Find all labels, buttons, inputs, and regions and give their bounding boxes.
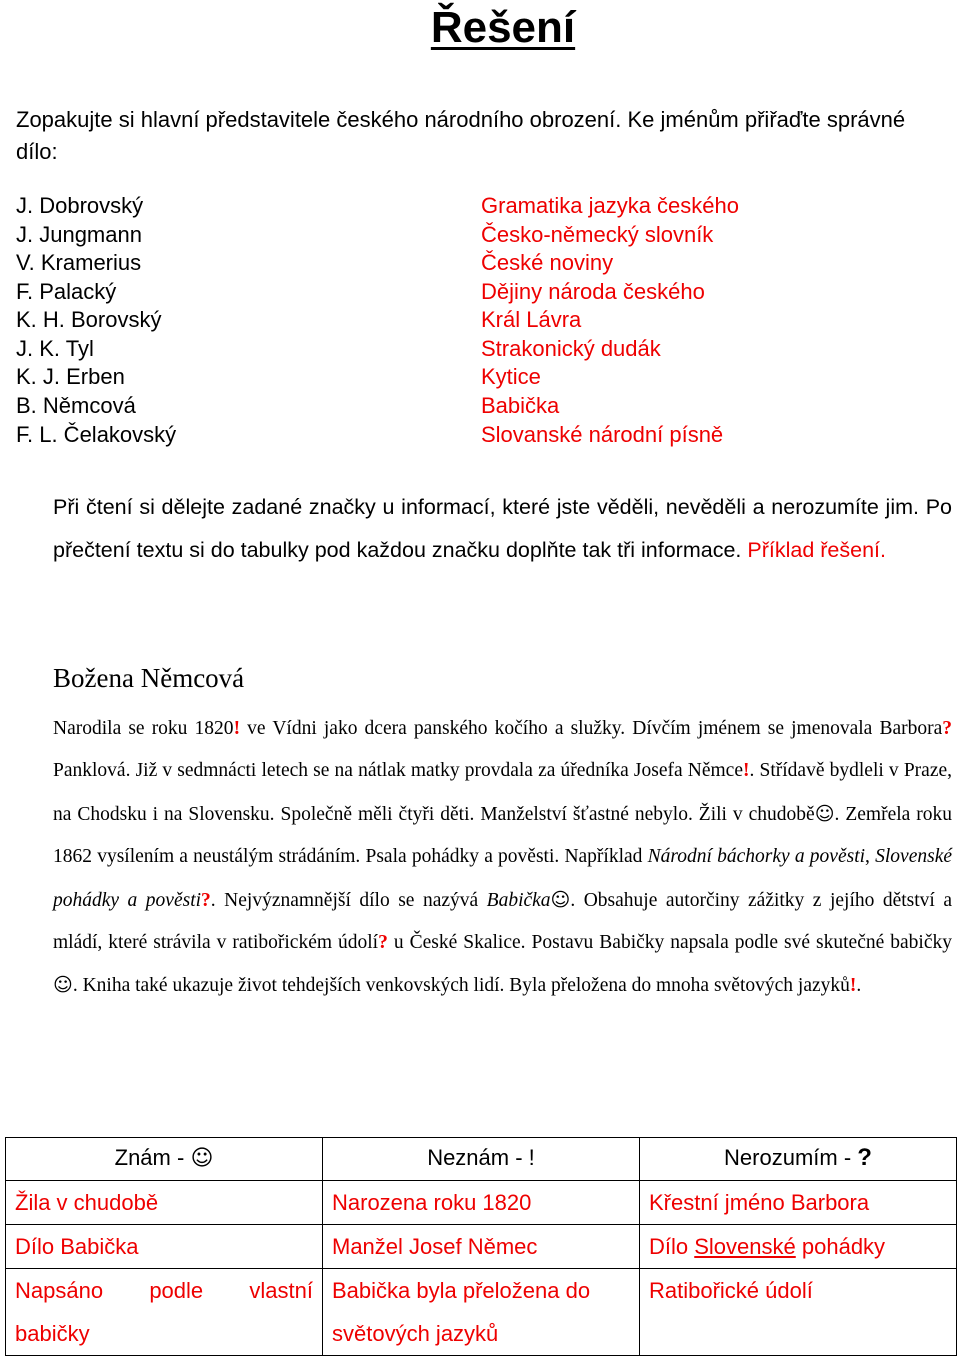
mark-not-understood: ?: [942, 718, 953, 739]
header-know: [6, 1138, 323, 1181]
underlined-word: Slovenské: [694, 1234, 796, 1259]
author-name: F. L. Čelakovský: [16, 422, 177, 447]
work-title: Strakonický dudák: [481, 336, 661, 361]
bio-segment: u České Skalice. Postavu Babičky napsala podle své skutečné babičky: [387, 932, 953, 954]
bio-segment: ve Vídni jako dcera panského kočího a služky. Dívčím jménem se jmenovala Barbora: [240, 718, 943, 739]
mark-not-understood: ?: [378, 932, 388, 954]
table-cell: [323, 1269, 640, 1356]
author-name: J. K. Tyl: [16, 336, 94, 361]
bio-segment: Panklová. Již v sedmnácti letech se na nátlak matky provdala za úředníka Josefa Němce: [53, 760, 743, 782]
reading-instructions-text: Při čtení si dělejte zadané značky u informací, které jste věděli, nevěděli a nerozumíte jim. Po přečtení textu si do tabulky pod každou značku doplňte tak tři informace.: [53, 495, 952, 562]
header-label: Neznám -: [427, 1145, 523, 1170]
cell-line: Babička byla přeložena do: [332, 1278, 591, 1303]
example-label: Příklad řešení.: [747, 538, 886, 562]
header-dont-understand: [640, 1138, 957, 1181]
header-dont-know: [323, 1138, 640, 1181]
mark-unknown: !: [849, 975, 857, 997]
work-title: České noviny: [481, 250, 614, 275]
header-label: Znám -: [114, 1145, 185, 1170]
table-cell: Křestní jméno Barbora: [640, 1181, 957, 1225]
table-cell: Manžel Josef Němec: [323, 1225, 640, 1269]
author-name: J. Jungmann: [16, 222, 142, 247]
cell-line: babičky: [15, 1321, 90, 1346]
work-title: Kytice: [481, 364, 541, 389]
smiley-icon: ☺: [190, 1146, 214, 1171]
header-label: Nerozumím -: [724, 1145, 852, 1170]
bio-segment: . Obsahuje autorčiny zážitky z jejího dětství a mládí, které strávila v ratibořickém údolí: [53, 889, 952, 954]
reading-instructions: [53, 486, 952, 572]
table-row: [6, 1181, 957, 1225]
author-name: K. H. Borovský: [16, 307, 162, 332]
work-title: Král Lávra: [481, 307, 582, 332]
author-name: B. Němcová: [16, 393, 136, 418]
biography-heading: Božena Němcová: [53, 663, 245, 693]
work-title: Slovanské národní písně: [481, 422, 724, 447]
page-title: Řešení: [430, 3, 576, 52]
bio-segment: . Nejvýznamnější dílo se nazývá: [210, 889, 487, 911]
smiley-icon: ☺: [814, 802, 835, 825]
bio-segment: . Střídavě bydleli v Praze, na Chodsku i na Slovensku. Společně měli čtyři děti. Manželství šťastné nebylo. Žili v chudobě: [53, 760, 952, 825]
author-name: V. Kramerius: [16, 250, 142, 275]
work-title: Gramatika jazyka českého: [481, 193, 739, 218]
table-cell: [640, 1225, 957, 1269]
table-header-row: [6, 1138, 957, 1181]
bio-segment: .: [856, 975, 862, 997]
author-name: F. Palacký: [16, 279, 117, 304]
table-cell: Dílo Babička: [6, 1225, 323, 1269]
table-row: [6, 1269, 957, 1356]
task-instruction: Zopakujte si hlavní představitele českého národního obrození. Ke jménům přiřaďte správné dílo:: [16, 107, 906, 164]
cell-line: Napsáno podle vlastní: [15, 1278, 313, 1303]
work-title-italic: Slovenské pohádky a pověsti: [53, 846, 953, 911]
cell-line: světových jazyků: [332, 1321, 499, 1346]
work-title: Česko-německý slovník: [481, 222, 714, 247]
smiley-icon: ☺: [53, 974, 73, 997]
bio-segment: . Zemřela roku 1862 vysílením a neustálým strádáním. Psala pohádky a pověsti. Například: [53, 803, 952, 868]
bio-segment: ,: [865, 846, 876, 868]
author-name: K. J. Erben: [16, 364, 125, 389]
smiley-icon: ☺: [550, 888, 571, 911]
table-cell: Ratibořické údolí: [640, 1269, 957, 1356]
bio-segment: Narodila se roku 1820: [53, 718, 234, 739]
cell-text: Dílo: [649, 1234, 695, 1259]
author-name: J. Dobrovský: [16, 193, 144, 218]
table-cell: [6, 1269, 323, 1356]
biography-text: [53, 708, 952, 1008]
bio-segment: . Kniha také ukazuje život tehdejších venkovských lidí. Byla přeložena do mnoha světových jazyků: [72, 975, 850, 997]
exclamation-icon: !: [528, 1145, 535, 1170]
cell-text: pohádky: [795, 1234, 886, 1259]
question-icon: ?: [857, 1144, 872, 1171]
work-title-italic: Národní báchorky a pověsti: [647, 846, 866, 868]
work-title: Babička: [481, 393, 560, 418]
work-title-italic: Babička: [486, 889, 551, 911]
table-cell: Narozena roku 1820: [323, 1181, 640, 1225]
mark-not-understood: ?: [201, 889, 211, 911]
mark-unknown: !: [743, 760, 750, 782]
work-title: Dějiny národa českého: [481, 279, 705, 304]
table-cell: Žila v chudobě: [6, 1181, 323, 1225]
mark-unknown: !: [233, 718, 241, 739]
table-row: [6, 1225, 957, 1269]
kwl-table: [5, 1137, 957, 1356]
